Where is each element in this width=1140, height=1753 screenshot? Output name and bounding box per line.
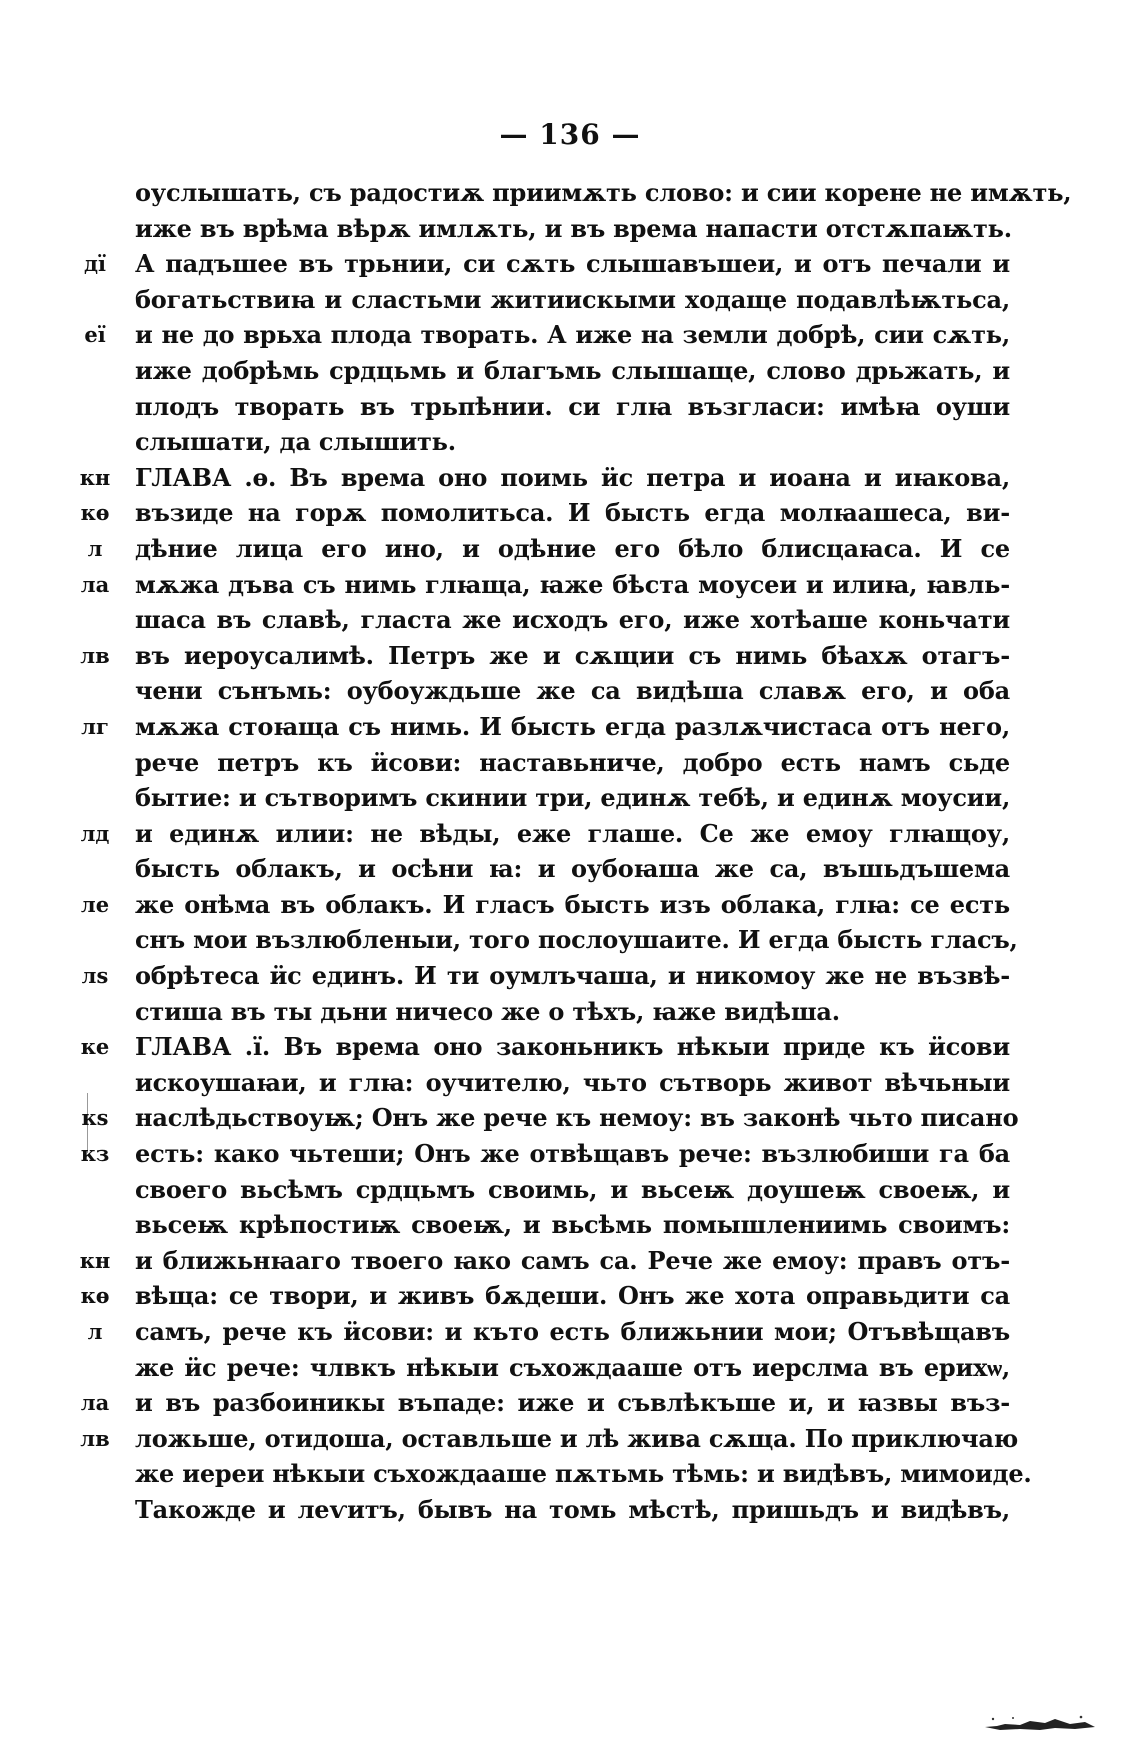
line-text: же ӥс рече: члвкъ нѣкыи съхождааше отъ иерслма въ ерихѡ, [135,1352,1010,1382]
text-line [135,780,1010,816]
text-line [135,282,1010,318]
text-line [80,638,1010,674]
text-line [135,175,1072,211]
verse-number-marginal: лв [80,642,110,668]
ink-smudge-decoration [985,1715,1095,1733]
text-line [135,851,1010,887]
line-text: шаса въ славѣ, гласта же исходъ его, иже хотѣаше коньчати [135,605,1010,635]
text-line [84,317,1010,353]
line-text: слышати, да слышить. [135,427,456,457]
line-text: плодъ творать въ трьпѣнии. си глꙗ възгласи: имѣꙗ оуши [135,391,1010,421]
verse-number-marginal: лг [81,713,109,739]
verse-number-marginal: кѳ [80,500,110,526]
line-text: и ближьнꙗаго твоего ꙗко самъ са. Рече же емоу: правъ отъ- [135,1245,1010,1275]
text-line [84,246,1010,282]
text-line [81,1100,1019,1136]
text-line [135,1456,1032,1492]
text-line [80,567,1010,603]
page-body [79,175,1072,1528]
verse-number-marginal: ла [80,571,110,597]
verse-number-marginal: кѕ [81,1105,109,1131]
verse-number-marginal: кѳ [80,1283,110,1309]
line-text: рече петръ къ ӥсови: наставьниче, добро есть намъ сьде [135,747,1010,777]
text-line [135,994,1010,1030]
text-line [135,1350,1010,1386]
line-text: своего вьсѣмъ срдцьмъ своимь, и вьсеѭ доушеѭ своеѭ, и [135,1174,1010,1204]
text-line [80,816,1010,852]
verse-number-marginal: лѕ [81,963,109,989]
text-line [135,1172,1010,1208]
text-line [87,1314,1010,1350]
line-text: мѫжа дъва съ нимь глꙗща, ꙗже бѣста моусеи и илиꙗ, ꙗвль- [135,569,1010,599]
page-number: — 136 — [499,118,641,151]
text-line [135,745,1010,781]
text-line [79,1243,1010,1279]
text-line [87,531,1010,567]
text-line [80,1278,1010,1314]
verse-number-marginal: л [87,1319,103,1344]
line-text: чени сънъмь: оубоуждьше же са видѣша славѫ его, и оба [135,676,1010,706]
verse-number-marginal: ке [80,1034,110,1060]
line-text: А падъшее въ трьнии, си сѫть слышавъшеи, и отъ печали и [135,249,1010,279]
line-text: иже въ врѣма вѣрѫ имлѫть, и въ врема напасти отстѫпаѭть. [135,213,1012,243]
line-text: вѣща: се твори, и живъ бѫдеши. Онъ же хота оправьдити са [135,1281,1010,1311]
verse-number-marginal: кн [79,1247,111,1273]
line-text: наслѣдьствоуѭ; Онъ же рече къ немоу: въ законѣ чьто писано [135,1103,1019,1133]
text-line [80,887,1010,923]
verse-number-marginal: кз [80,1141,110,1167]
text-line [80,1385,1010,1421]
line-text: самъ, рече къ ӥсови: и къто есть ближьнии мои; Отъвѣщавъ [135,1317,1010,1346]
line-text: иже добрѣмь срдцьмь и благъмь слышаще, слово дрьжать, и [135,355,1010,385]
text-line [135,353,1010,389]
text-line [135,1207,1010,1243]
verse-number-marginal: дї [84,251,106,277]
verse-number-marginal: лв [80,1425,110,1451]
text-line [135,211,1010,247]
line-text: оуслышать, съ радостиѫ приимѫть слово: и сии корене не имѫть, [135,178,1072,207]
verse-number-marginal: ле [80,891,110,917]
text-line [80,495,1010,531]
line-text: Такожде и леѵитъ, бывъ на томь мѣстѣ, пришьдъ и видѣвъ, [135,1494,1010,1524]
line-text: възиде на горѫ помолитьса. И бысть егда молꙗашеса, ви- [135,498,1010,528]
text-line [135,424,1010,460]
line-text: искоушаꙗи, и глꙗ: оучителю, чьто сътворь живот вѣчьныи [135,1067,1010,1097]
text-line [135,1065,1010,1101]
line-text: и единѫ илии: не вѣды, еже глаше. Се же емоу глꙗщоу, [135,818,1010,848]
line-text: снъ мои възлюбленыи, того послоушаите. И егда бысть гласъ, [135,925,1018,955]
text-line [80,1421,1019,1457]
line-text: ГЛАВА .ї. Въ врема оно законьникъ нѣкыи приде къ ӥсови [135,1032,1010,1062]
verse-number-marginal: еї [84,322,106,348]
line-text: богатьствиꙗ и сластьми житиискыми ходаще подавлѣѭтьса, [135,284,1010,314]
line-text: же онѣма въ облакъ. И гласъ бысть изъ облака, глꙗ: се есть [135,889,1010,919]
line-text: есть: како чьтеши; Онъ же отвѣщавъ рече: възлюбиши га ба [135,1139,1010,1169]
verse-number-marginal: кн [79,464,111,490]
text-line [80,1136,1010,1172]
text-line [135,389,1010,425]
verse-number-marginal: лд [80,820,110,846]
text-line [135,673,1010,709]
text-line [135,602,1010,638]
verse-number-marginal: л [87,535,103,561]
line-text: и не до врьха плода творать. А иже на земли добрѣ, сии сѫть, [135,320,1010,350]
line-text: мѫжа стоꙗща съ нимь. И бысть егда разлѫчистаса отъ него, [135,711,1010,741]
text-line [81,958,1010,994]
text-line [79,460,1010,496]
text-line [135,1492,1010,1528]
line-text: бысть облакъ, и осѣни ꙗ: и оубоꙗша же са, въшьдъшема [135,854,1010,884]
line-text: обрѣтеса ӥс единъ. И ти оумлъчаша, и никомоу же не възвѣ- [135,961,1010,991]
line-text: стиша въ ты дьни ничесо же о тѣхъ, ꙗже видѣша. [135,996,840,1026]
line-text: и въ разбоиникы въпаде: иже и съвлѣкъше и, и ꙗзвы въз- [135,1388,1010,1418]
line-text: вьсеѭ крѣпостиѭ своеѭ, и вьсѣмь помышлениимь своимъ: [135,1210,1010,1240]
text-line [135,922,1018,958]
line-text: ложьше, отидоша, оставльше и лѣ жива сѫща. По приключаю [135,1423,1019,1453]
line-text: дѣние лица его ино, и одѣние его бѣло блисцаꙗса. И се [135,533,1010,563]
line-text: же иереи нѣкыи съхождааше пѫтьмь тѣмь: и видѣвъ, мимоиде. [135,1459,1032,1489]
text-line [81,709,1010,745]
text-line [80,1029,1010,1065]
line-text: въ иероусалимѣ. Петръ же и сѫщии съ нимь бѣахѫ отагъ- [135,640,1010,670]
line-text: бытие: и сътворимъ скинии три, единѫ тебѣ, и единѫ моусии, [135,783,1011,813]
verse-number-marginal: ла [80,1390,110,1416]
line-text: ГЛАВА .ѳ. Въ врема оно поимь ӥс петра и иоана и иꙗкова, [135,462,1010,492]
